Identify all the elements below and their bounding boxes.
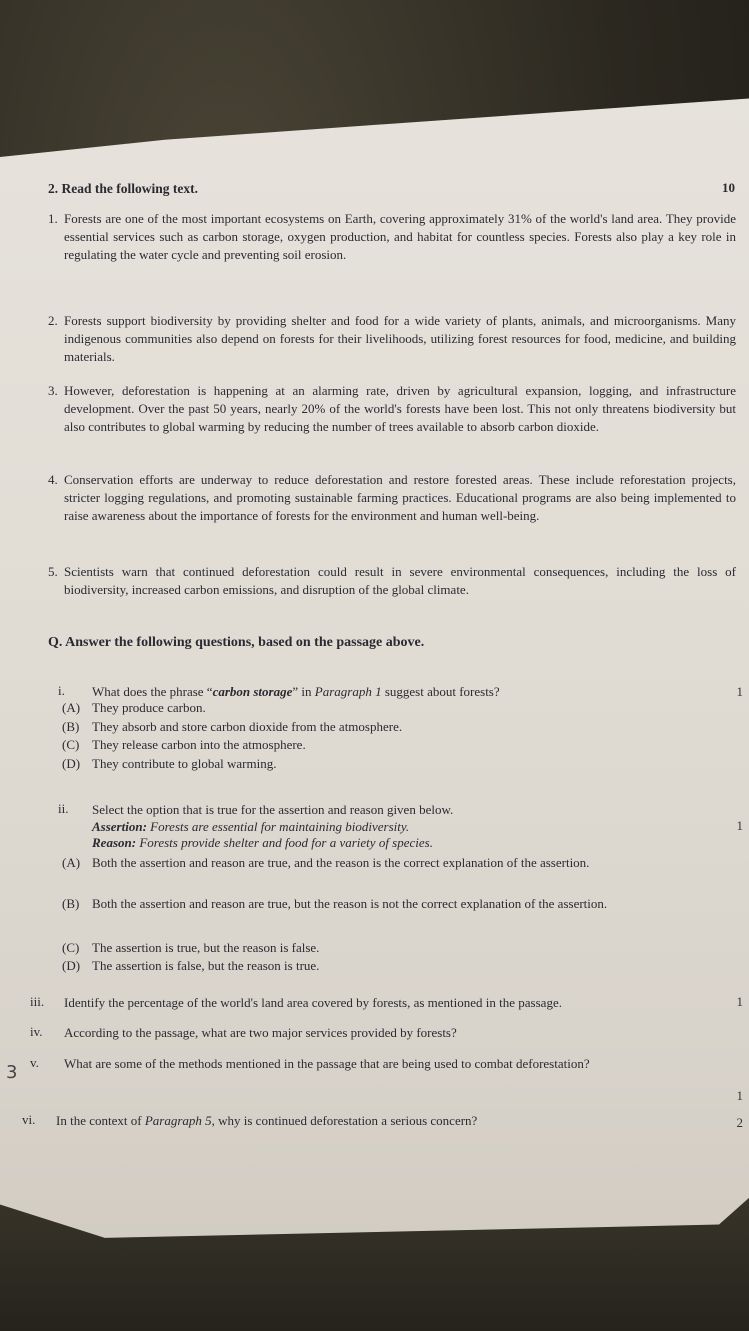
q2-option-b[interactable]	[62, 896, 712, 912]
q1-option-d[interactable]	[62, 756, 712, 772]
question-text-part: ” in	[292, 684, 315, 699]
handwritten-margin-note: 3	[6, 1062, 18, 1083]
q1-option-c[interactable]	[62, 737, 712, 753]
reason-label: Reason:	[92, 835, 137, 850]
question-6-mark: 2	[736, 1115, 743, 1130]
question-2	[58, 801, 453, 819]
reason-text: Forests provide shelter and food for a variety of species.	[136, 835, 433, 850]
option-text: They produce carbon.	[92, 700, 206, 715]
paragraph-number: 3.	[48, 383, 58, 398]
passage-paragraph-4	[48, 471, 736, 525]
question-number: v.	[30, 1055, 39, 1070]
paragraph-reference: Paragraph 5	[144, 1113, 212, 1128]
question-4	[30, 1024, 457, 1042]
question-text-part: In the context of	[56, 1113, 145, 1128]
question-number: i.	[58, 683, 65, 698]
question-number: iii.	[30, 994, 45, 1009]
paragraph-text: Scientists warn that continued deforestation could result in severe environmental consequences, including the loss of biodiversity, increased carbon emissions, and disruption of the global climate.	[64, 564, 736, 597]
question-text-part: , why is continued deforestation a serious concern?	[211, 1113, 478, 1128]
reason-line	[92, 834, 433, 852]
q1-option-b[interactable]	[62, 719, 712, 735]
paragraph-text: Conservation efforts are underway to reduce deforestation and restore forested areas. These include reforestation projects, stricter logging regulations, and promoting sustainable farming practices. Educational programs are also being implemented to raise awareness about the importance of forests for the environment and human well-being.	[64, 472, 736, 523]
question-5-mark: 1	[736, 1088, 743, 1103]
option-text: Both the assertion and reason are true, but the reason is not the correct explanation of the assertion.	[92, 896, 608, 911]
assertion-label: Assertion:	[92, 819, 147, 834]
q2-option-d[interactable]	[62, 958, 712, 974]
instruction-text: Read the following text.	[61, 181, 198, 196]
question-text: What are some of the methods mentioned in the passage that are being used to combat deforestation?	[64, 1056, 590, 1071]
question-1-mark: 1	[736, 684, 743, 699]
question-text	[92, 683, 500, 701]
question-6	[22, 1112, 477, 1130]
question-text: Select the option that is true for the assertion and reason given below.	[92, 802, 454, 817]
question-text	[56, 1112, 477, 1130]
option-label: (A)	[62, 700, 81, 715]
question-number: iv.	[30, 1024, 43, 1039]
question-number: ii.	[58, 801, 69, 816]
paragraph-number: 1.	[48, 211, 58, 226]
q2-option-a[interactable]	[62, 855, 712, 871]
emphasized-phrase: carbon storage	[212, 684, 293, 699]
option-text: They absorb and store carbon dioxide from the atmosphere.	[92, 719, 403, 734]
question-1	[58, 683, 500, 701]
paragraph-text: Forests are one of the most important ecosystems on Earth, covering approximately 31% of the world's land area. They provide essential services such as carbon storage, oxygen production, and habitat for countless species. Forests also play a key role in regulating the water cycle and preventing soil erosion.	[64, 211, 736, 262]
paragraph-number: 4.	[48, 472, 58, 487]
question-text: According to the passage, what are two major services provided by forests?	[64, 1025, 457, 1040]
paragraph-reference: Paragraph 1	[314, 684, 382, 699]
question-number: vi.	[22, 1112, 36, 1127]
passage-paragraph-5	[48, 563, 736, 599]
option-label: (B)	[62, 719, 80, 734]
question-3-mark: 1	[736, 994, 743, 1009]
passage-paragraph-3	[48, 382, 736, 436]
q1-option-a[interactable]	[62, 700, 712, 716]
questions-heading: Q. Answer the following questions, based on the passage above.	[48, 635, 425, 650]
option-text: The assertion is true, but the reason is false.	[92, 940, 320, 955]
total-marks: 10	[722, 180, 735, 195]
paragraph-text: Forests support biodiversity by providing shelter and food for a wide variety of plants, animals, and microorganisms. Many indigenous communities also depend on forests for their livelihoods, utilizing forest resources for food, medicine, and building materials.	[64, 313, 736, 364]
option-text: Both the assertion and reason are true, and the reason is the correct explanation of the assertion.	[92, 855, 590, 870]
question-3	[30, 994, 562, 1012]
question-2-mark: 1	[736, 818, 743, 833]
option-text: The assertion is false, but the reason is true.	[92, 958, 320, 973]
option-label: (C)	[62, 940, 80, 955]
option-text: They contribute to global warming.	[92, 756, 277, 771]
question-text-part: What does the phrase “	[92, 684, 213, 699]
assertion-text: Forests are essential for maintaining biodiversity.	[146, 819, 410, 834]
option-label: (C)	[62, 737, 80, 752]
option-label: (D)	[62, 958, 81, 973]
paragraph-number: 5.	[48, 564, 58, 579]
q2-option-c[interactable]	[62, 940, 712, 956]
option-label: (D)	[62, 756, 81, 771]
option-label: (A)	[62, 855, 81, 870]
question-text-part: suggest about forests?	[381, 684, 500, 699]
passage-paragraph-2	[48, 312, 736, 366]
paragraph-text: However, deforestation is happening at an alarming rate, driven by agricultural expansion, logging, and infrastructure development. Over the past 50 years, nearly 20% of the world's forests have been lost. This not only threatens biodiversity but also contributes to global warming by reducing the number of trees available to absorb carbon dioxide.	[64, 383, 736, 434]
question-5	[30, 1055, 590, 1073]
option-label: (B)	[62, 896, 80, 911]
question-number: 2.	[48, 181, 59, 196]
passage-paragraph-1	[48, 210, 736, 264]
paragraph-number: 2.	[48, 313, 58, 328]
question-heading	[48, 180, 198, 198]
question-text: Identify the percentage of the world's land area covered by forests, as mentioned in the passage.	[64, 995, 562, 1010]
option-text: They release carbon into the atmosphere.	[92, 737, 306, 752]
